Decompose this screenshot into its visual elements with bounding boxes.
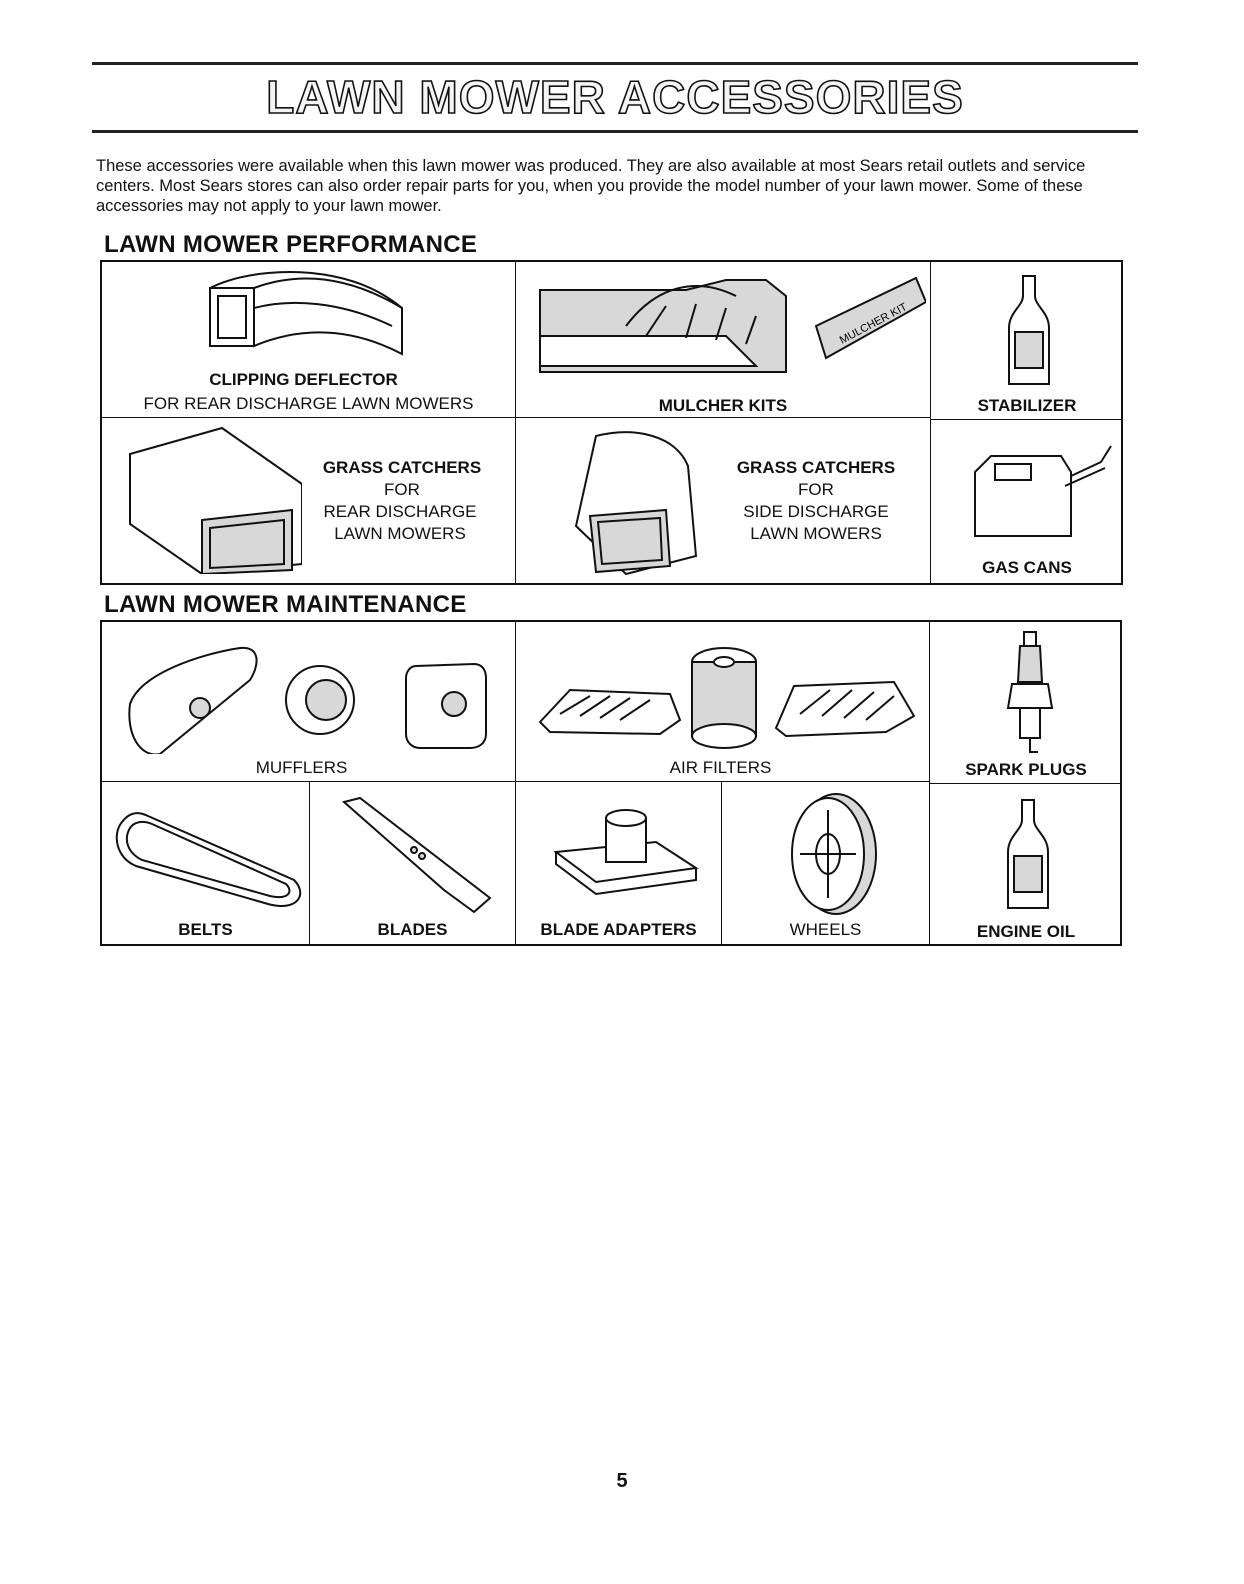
performance-heading: LAWN MOWER PERFORMANCE — [104, 231, 478, 258]
rear-grass-catcher-icon — [122, 424, 302, 574]
clipping-deflector-subtitle: FOR REAR DISCHARGE LAWN MOWERS — [143, 394, 474, 413]
stabilizer-label: STABILIZER — [977, 396, 1077, 415]
grass-catchers-side-line4: LAWN MOWERS — [750, 524, 882, 543]
grass-catchers-side-for: FOR — [798, 480, 834, 499]
wheels-cell — [722, 782, 930, 944]
blades-label: BLADES — [377, 920, 448, 939]
blade-adapters-label: BLADE ADAPTERS — [540, 920, 697, 939]
grass-catchers-rear-for: FOR — [384, 480, 420, 499]
top-rule — [92, 62, 1138, 65]
intro-paragraph: These accessories were available when this lawn mower was produced. They are also available at most Sears retail outlets and service centers. Most Sears stores can also order repair parts for you, when you provide the model number of your lawn mower. Some of these accessories may not apply to your lawn mower. — [96, 157, 1086, 215]
mufflers-cell — [102, 622, 516, 782]
blade-adapters-cell — [516, 782, 722, 944]
clipping-deflector-title: CLIPPING DEFLECTOR — [209, 370, 398, 389]
grass-catchers-rear-line4: LAWN MOWERS — [334, 524, 466, 543]
performance-grid — [100, 260, 1123, 585]
mufflers-label: MUFFLERS — [255, 758, 348, 777]
stabilizer-bottle-icon — [999, 272, 1059, 390]
mulcher-kits-label: MULCHER KITS — [658, 396, 788, 415]
grass-catchers-rear-title: GRASS CATCHERS — [322, 458, 482, 477]
air-filters-label: AIR FILTERS — [669, 758, 772, 777]
belt-icon — [108, 798, 308, 908]
wheel-icon — [774, 790, 884, 920]
side-grass-catcher-icon — [566, 426, 706, 576]
mulcher-kits-cell — [516, 262, 931, 418]
grass-catchers-rear-cell — [102, 418, 516, 583]
blades-cell — [310, 782, 516, 944]
engine-oil-bottle-icon — [998, 796, 1058, 914]
grass-catchers-side-title: GRASS CATCHERS — [736, 458, 896, 477]
blade-icon — [314, 788, 514, 918]
clipping-deflector-icon — [202, 268, 432, 368]
grass-catchers-side-cell — [516, 418, 931, 583]
grass-catchers-side-line3: SIDE DISCHARGE — [743, 502, 889, 521]
clipping-deflector-cell — [102, 262, 516, 418]
spark-plugs-cell — [930, 622, 1122, 784]
gas-cans-label: GAS CANS — [982, 558, 1072, 577]
mufflers-icon — [120, 634, 500, 754]
mulcher-kit-icon — [526, 266, 926, 376]
spark-plug-icon — [1000, 628, 1060, 758]
wheels-label: WHEELS — [789, 920, 862, 939]
gas-can-icon — [961, 432, 1121, 542]
engine-oil-cell — [930, 784, 1122, 946]
maintenance-heading: LAWN MOWER MAINTENANCE — [104, 591, 467, 618]
spark-plugs-label: SPARK PLUGS — [965, 760, 1087, 779]
maintenance-grid — [100, 620, 1122, 946]
grass-catchers-rear-line3: REAR DISCHARGE — [323, 502, 477, 521]
engine-oil-label: ENGINE OIL — [976, 922, 1076, 941]
page-number: 5 — [616, 1470, 628, 1492]
title-underline — [92, 130, 1138, 133]
mulcher-kit-box-text: MULCHER KIT — [837, 301, 910, 347]
belts-cell — [102, 782, 310, 944]
air-filters-cell — [516, 622, 930, 782]
stabilizer-cell — [931, 262, 1123, 420]
belts-label: BELTS — [178, 920, 233, 939]
air-filters-icon — [530, 634, 920, 754]
page-title: LAWN MOWER ACCESSORIES — [266, 71, 964, 123]
gas-cans-cell — [931, 420, 1123, 583]
blade-adapter-icon — [536, 802, 706, 912]
